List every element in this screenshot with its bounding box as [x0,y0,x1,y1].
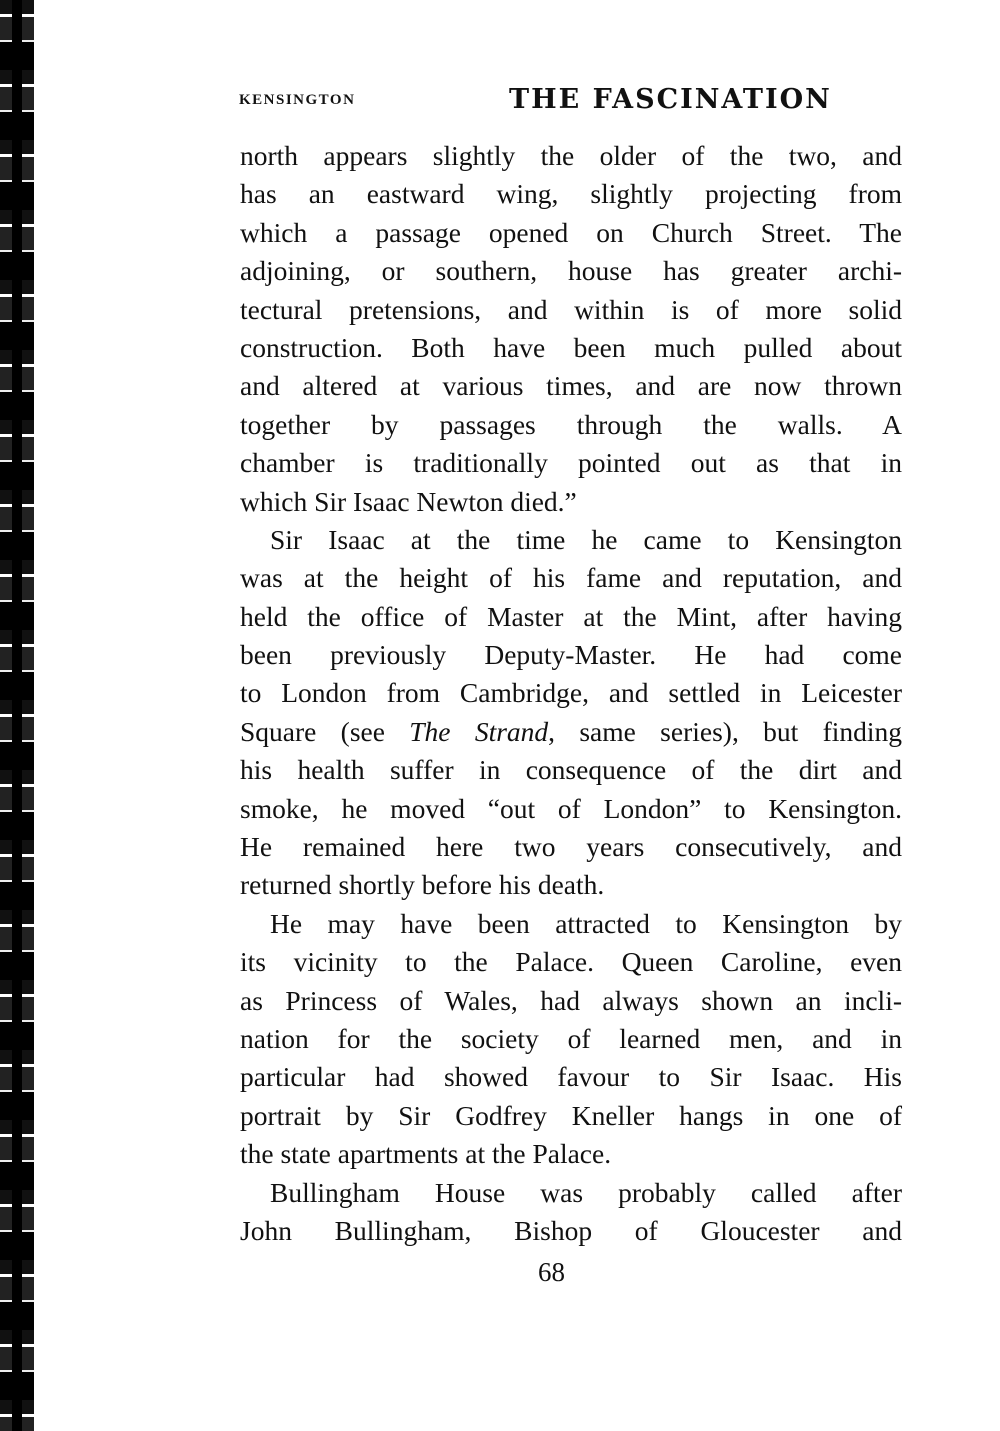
text-line: as Princess of Wales, had always shown an incli- [240,984,902,1016]
text-line: his health suffer in consequence of the dirt and [240,754,902,786]
text-line: Bullingham House was probably called after [270,1176,902,1208]
text-line: portrait by Sir Godfrey Kneller hangs in one of [240,1099,902,1131]
text-line: and altered at various times, and are now thrown [240,370,902,402]
text-line: returned shortly before his death. [240,869,605,901]
text-line: to London from Cambridge, and settled in Leicester [240,677,902,709]
scanned-book-spine-shadow [12,0,22,1431]
text-line: construction. Both have been much pulled about [240,331,902,363]
text-line: been previously Deputy-Master. He had come [240,639,902,671]
text-line: particular had showed favour to Sir Isaac. His [240,1061,902,1093]
text-line: the state apartments at the Palace. [240,1138,612,1170]
text-line: its vicinity to the Palace. Queen Caroline, even [240,946,902,978]
book-title-italic: The Strand [409,715,549,747]
page-number: 68 [538,1257,565,1287]
page-body-text [240,137,902,1250]
text-line: held the office of Master at the Mint, after having [240,600,902,632]
text-line: Sir Isaac at the time he came to Kensington [270,523,902,555]
text-line: John Bullingham, Bishop of Gloucester and [240,1214,902,1246]
text-line: tectural pretensions, and within is of more solid [240,293,902,325]
text-line: together by passages through the walls. A [240,408,902,440]
text-line: which Sir Isaac Newton died.” [240,485,577,517]
text-line: was at the height of his fame and reputation, and [240,562,902,594]
text-line: He remained here two years consecutively, and [240,831,902,863]
text-line: north appears slightly the older of the two, and [240,140,902,171]
running-head-left: KENSINGTON [239,92,356,108]
text-line: chamber is traditionally pointed out as that in [240,447,902,479]
text-line: Square (see The Strand, same series), but finding [240,715,903,747]
text-line: nation for the society of learned men, and in [240,1022,902,1054]
text-line: smoke, he moved “out of London” to Kensington. [240,792,902,824]
text-line: which a passage opened on Church Street. The [240,216,902,248]
running-head-right: THE FASCINATION [509,84,832,115]
text-line: He may have been attracted to Kensington by [270,907,902,939]
text-line: adjoining, or southern, house has greater archi- [240,255,902,287]
text-line: has an eastward wing, slightly projecting from [240,178,902,210]
